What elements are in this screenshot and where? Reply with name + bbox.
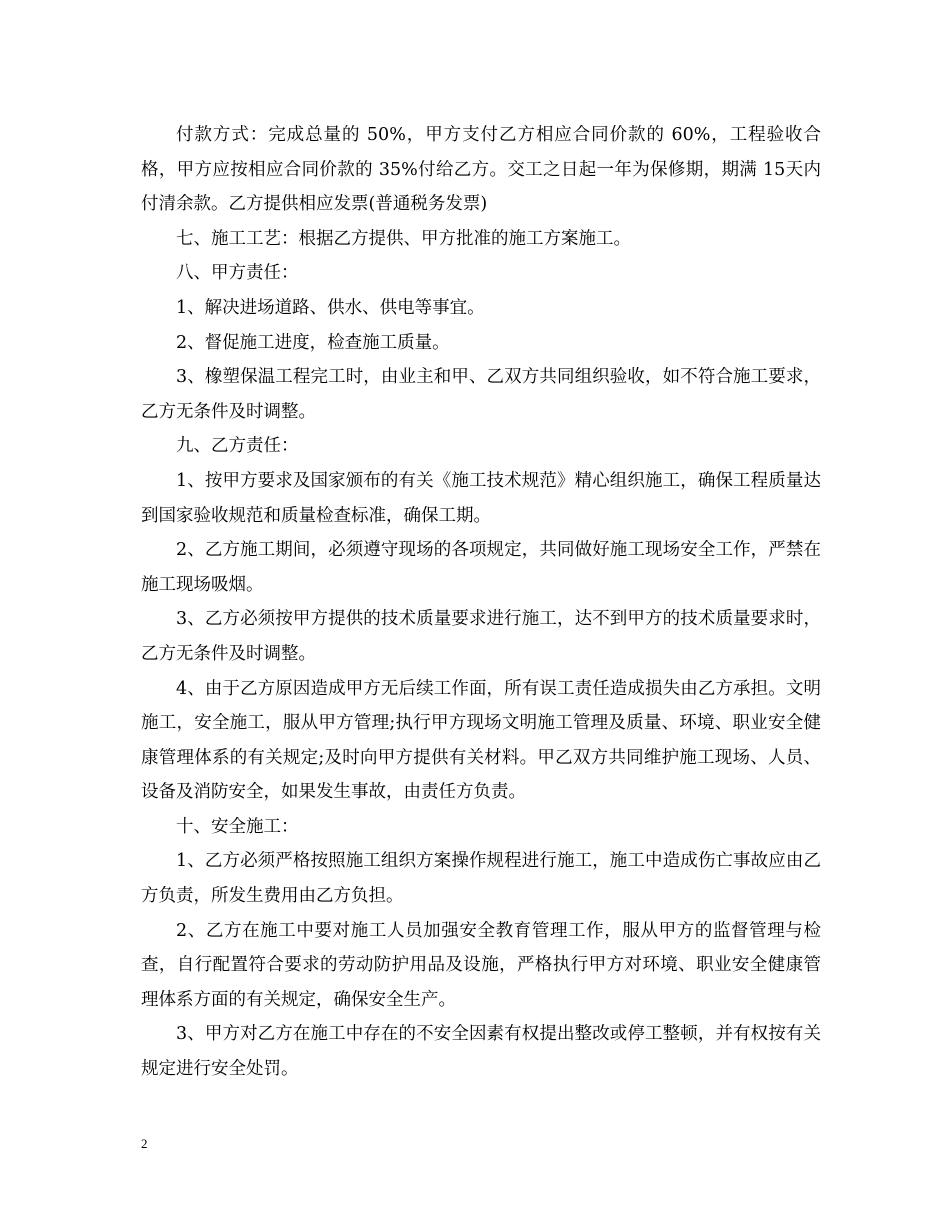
safety-item-3: 3、甲方对乙方在施工中存在的不安全因素有权提出整改或停工整顿，并有权按有关规定进行安全处罚。 — [141, 1024, 821, 1080]
heading-safety-construction: 十、安全施工： — [176, 816, 299, 837]
paragraph-payment-terms: 付款方式：完成总量的 50%，甲方支付乙方相应合同价款的 60%，工程验收合格，甲方应按相应合同价款的 35%付给乙方。交工之日起一年为保修期，期满 15天内付清余款。乙方提供相应发票(普通税务发票) — [141, 125, 821, 215]
safety-item-2: 2、乙方在施工中要对施工人员加强安全教育管理工作，服从甲方的监督管理与检查，自行配置符合要求的劳动防护用品及设施，严格执行甲方对环境、职业安全健康管理体系方面的有关规定，确保安全生产。 — [141, 920, 821, 1010]
party-b-item-4: 4、由于乙方原因造成甲方无后续工作面，所有误工责任造成损失由乙方承担。文明施工，安全施工，服从甲方管理;执行甲方现场文明施工管理及质量、环境、职业安全健康管理体系的有关规定;及时向甲方提供有关材料。甲乙双方共同维护施工现场、人员、设备及消防安全，如果发生事故，由责任方负责。 — [141, 678, 821, 803]
party-a-item-3: 3、橡塑保温工程完工时，由业主和甲、乙双方共同组织验收，如不符合施工要求，乙方无条件及时调整。 — [141, 367, 821, 422]
party-b-item-2: 2、乙方施工期间，必须遵守现场的各项规定，共同做好施工现场安全工作，严禁在施工现场吸烟。 — [141, 540, 821, 595]
heading-construction-process: 七、施工工艺：根据乙方提供、甲方批准的施工方案施工。 — [176, 228, 631, 249]
document-body — [141, 118, 821, 1087]
party-a-item-1: 1、解决进场道路、供水、供电等事宜。 — [176, 297, 485, 318]
safety-item-1: 1、乙方必须严格按照施工组织方案操作规程进行施工，施工中造成伤亡事故应由乙方负责，所发生费用由乙方负担。 — [141, 851, 821, 907]
party-b-item-3: 3、乙方必须按甲方提供的技术质量要求进行施工，达不到甲方的技术质量要求时，乙方无条件及时调整。 — [141, 609, 821, 664]
page-number: 2 — [141, 1136, 148, 1151]
party-b-item-1: 1、按甲方要求及国家颁布的有关《施工技术规范》精心组织施工，确保工程质量达到国家验收规范和质量检查标准，确保工期。 — [141, 470, 821, 526]
heading-party-a-responsibility: 八、甲方责任： — [176, 263, 299, 284]
heading-party-b-responsibility: 九、乙方责任： — [176, 436, 299, 457]
party-a-item-2: 2、督促施工进度，检查施工质量。 — [176, 332, 450, 353]
